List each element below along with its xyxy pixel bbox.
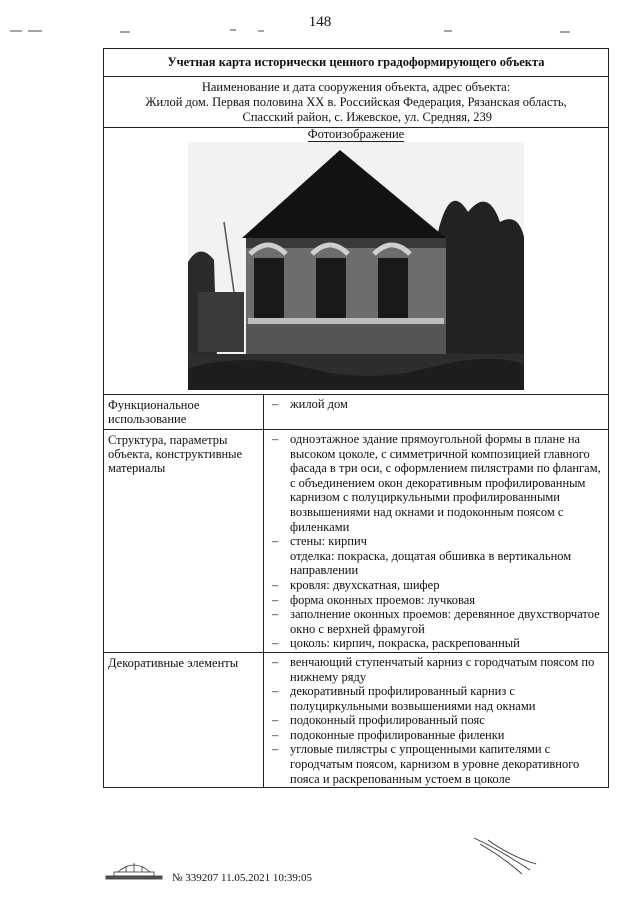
row-label: Функциональное использование (104, 395, 264, 429)
photo-section (104, 128, 608, 395)
page-number: 148 (308, 14, 332, 30)
list-item: – цоколь: кирпич, покраска, раскрепованный (272, 636, 520, 651)
list-item: – стены: кирпич (272, 534, 367, 549)
document-number: № 339207 11.05.2021 10:39:05 (172, 872, 312, 884)
list-item: – одноэтажное здание прямоугольной формы в плане на высоком цоколе, с симметричной композицией главного фасада в три оси, с оформлением пилястрами по флангам, с объединением окон декоративным профилированным карнизом с полуциркульными профилированными возвышениями над окнами и подоконным поясом с филенками (272, 432, 601, 534)
object-name-section (104, 77, 608, 128)
list-item: – подоконный профилированный пояс (272, 713, 485, 728)
row-label: Декоративные элементы (104, 653, 264, 787)
row-function (104, 395, 608, 430)
list-item: – заполнение оконных проемов: деревянное двухстворчатое окно с верхней фрамугой (272, 607, 600, 636)
list-item: – форма оконных проемов: лучковая (272, 592, 476, 607)
house-photo (188, 142, 524, 390)
registration-card (103, 48, 609, 788)
name-address: Спасский район, с. Ижевское, ул. Средняя, 239 (242, 110, 492, 124)
registry-stamp-icon (100, 858, 168, 880)
row-decor (104, 653, 608, 787)
list-item: – декоративный профилированный карниз с полуциркульными возвышениями над окнами (272, 684, 536, 713)
name-description: Жилой дом. Первая половина XX в. Российская Федерация, Рязанская область, (145, 95, 567, 109)
list-item: – жилой дом (272, 397, 348, 411)
row-label: Структура, параметры объекта, конструктивные материалы (104, 430, 264, 652)
photo-caption: Фотоизображение (307, 127, 405, 141)
row-structure (104, 430, 608, 653)
list-item: – кровля: двухскатная, шифер (272, 577, 440, 592)
name-heading: Наименование и дата сооружения объекта, адрес объекта: (201, 80, 511, 94)
list-item: – подоконные профилированные филенки (272, 727, 505, 742)
list-item: – венчающий ступенчатый карниз с городчатым поясом по нижнему ряду (272, 654, 595, 684)
list-item-continuation: отделка: покраска, дощатая обшивка в вертикальном направлении (290, 548, 572, 578)
scan-noise (0, 26, 640, 36)
list-item: – угловые пилястры с упрощенными капителями с городчатым поясом, карнизом в уровне декоративного пояса и раскрепованным устоем в цоколе (272, 742, 580, 786)
card-title: Учетная карта исторически ценного градоформирующего объекта (104, 49, 608, 77)
signature-icon (470, 830, 540, 880)
